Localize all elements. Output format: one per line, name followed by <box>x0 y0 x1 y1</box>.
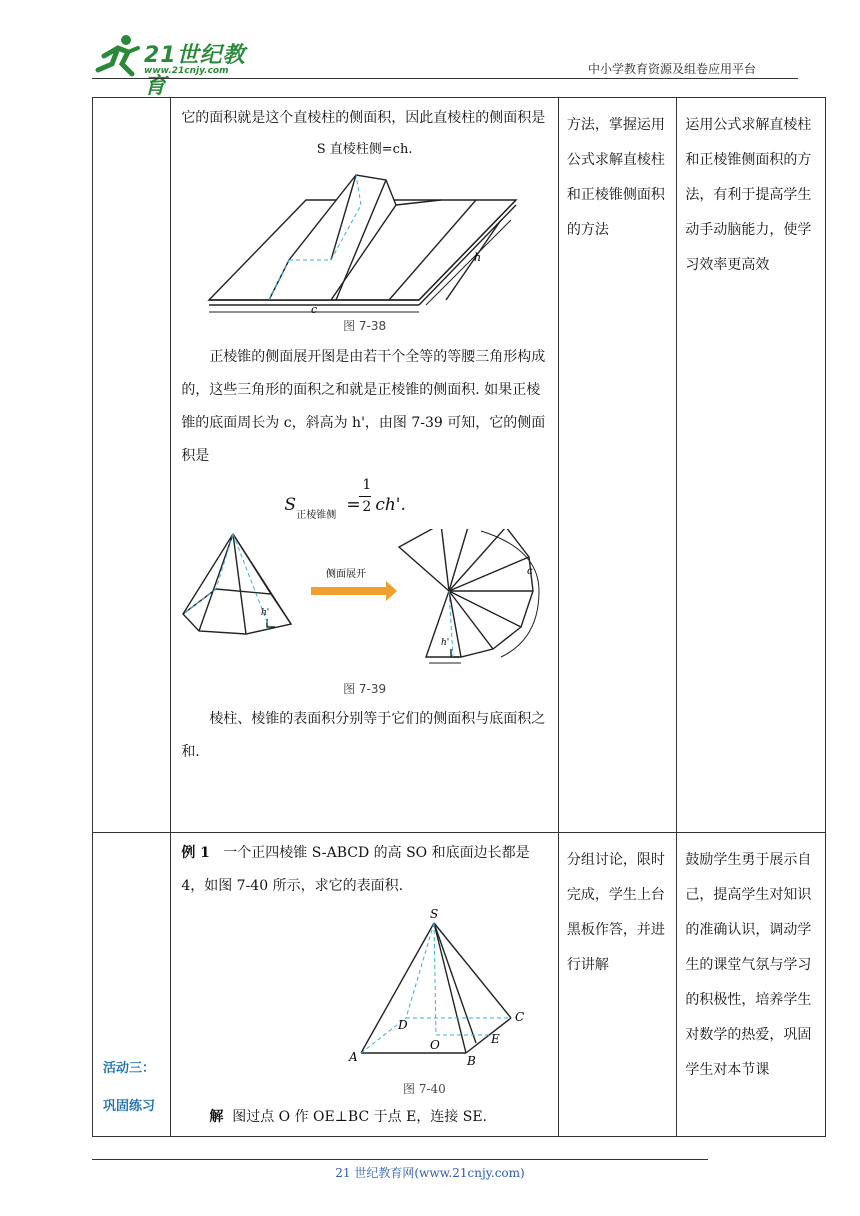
content-cell <box>171 833 559 1137</box>
table-row <box>93 833 826 1137</box>
figure-caption: 图 7-39 <box>343 682 387 696</box>
student-activity-cell <box>558 833 676 1137</box>
footer-divider <box>92 1159 708 1160</box>
logo-url: www.21cnjy.com <box>144 66 229 76</box>
site-logo <box>92 30 262 99</box>
paragraph: 它的面积就是这个直棱柱的侧面积，因此直棱柱的侧面积是 <box>181 110 546 126</box>
label-h-prime: h' <box>261 608 270 618</box>
label-C: C <box>515 1010 525 1024</box>
activity-name: 活动三： <box>103 1061 156 1076</box>
formula-denominator: 2 <box>362 499 372 515</box>
footer-text: 21 世纪教育网(www.21cnjy.com) <box>335 1166 525 1180</box>
formula-S: S <box>284 495 296 515</box>
student-activity-text: 方法，掌握运用公式求解直棱柱和正棱锥侧面积的方法 <box>566 117 665 238</box>
formula-subscript: 正棱锥侧 <box>296 510 337 521</box>
label-c: c <box>311 303 318 315</box>
activity-label <box>93 1050 170 1136</box>
figure-7-40 <box>171 903 557 1103</box>
example-label: 例 1 <box>181 845 210 861</box>
design-intent-cell <box>677 98 826 833</box>
arrow-label: 侧面展开 <box>326 569 367 580</box>
label-c: c <box>527 566 533 577</box>
activity-cell <box>93 833 171 1137</box>
student-activity-cell <box>558 98 676 833</box>
platform-title: 中小学教育资源及组卷应用平台 <box>587 62 756 76</box>
figure-caption: 图 7-40 <box>403 1082 447 1096</box>
label-S: S <box>430 907 439 921</box>
figure-7-38 <box>171 165 557 315</box>
table-row <box>93 98 826 833</box>
formula-prism <box>171 135 558 165</box>
label-A: A <box>349 1050 358 1064</box>
solution-label: 解 <box>209 1109 224 1125</box>
example-text: 一个正四棱锥 S-ABCD 的高 SO 和底面边长都是 4，如图 7-40 所示，求它的表面积. <box>181 845 530 894</box>
logo-brand: 21世纪教育 <box>144 43 246 99</box>
formula-numerator: 1 <box>362 477 372 493</box>
solution-text: 图过点 O 作 OE⊥BC 于点 E，连接 SE. <box>232 1109 488 1125</box>
header-divider <box>92 78 798 79</box>
label-E: E <box>491 1032 501 1046</box>
design-intent-text: 鼓励学生勇于展示自己，提高学生对知识的准确认识，调动学生的课堂气氛与学习的积极性，培养学生对数学的热爱，巩固学生对本节课 <box>685 852 812 1078</box>
figure-caption: 图 7-38 <box>343 319 387 333</box>
content-cell <box>171 98 559 833</box>
solution-paragraph <box>171 1101 558 1134</box>
paragraph: 棱柱、棱锥的表面积分别等于它们的侧面积与底面积之和. <box>181 711 546 760</box>
formula-tail: ch'. <box>375 495 406 515</box>
activity-cell <box>93 98 171 833</box>
arrow-icon <box>311 581 397 601</box>
label-D: D <box>398 1018 408 1032</box>
lesson-table <box>92 97 826 1137</box>
formula-text: S 直棱柱侧=ch. <box>316 142 413 157</box>
runner-logo-icon <box>92 30 144 80</box>
label-h: h <box>474 251 482 264</box>
paragraph: 正棱锥的侧面展开图是由若干个全等的等腰三角形构成的，这些三角形的面积之和就是正棱锥的侧面积. 如果正棱锥的底面周长为 c，斜高为 h'，由图 7-39 可知，它的侧面积是 <box>181 349 546 464</box>
figure-7-39 <box>171 529 557 679</box>
fraction-bar <box>359 496 371 497</box>
design-intent-text: 运用公式求解直棱柱和正棱锥侧面积的方法，有利于提高学生动手动脑能力，使学习效率更高效 <box>685 117 812 273</box>
formula-pyramid <box>171 473 558 529</box>
example-paragraph <box>171 837 558 903</box>
label-B: B <box>467 1054 477 1068</box>
label-h-prime-2: h' <box>441 638 450 648</box>
activity-title: 巩固练习 <box>103 1099 156 1114</box>
design-intent-cell <box>677 833 826 1137</box>
student-activity-text: 分组讨论，限时完成，学生上台黑板作答，并进行讲解 <box>566 852 665 973</box>
formula-equals: = <box>346 495 361 515</box>
label-O: O <box>430 1038 441 1052</box>
